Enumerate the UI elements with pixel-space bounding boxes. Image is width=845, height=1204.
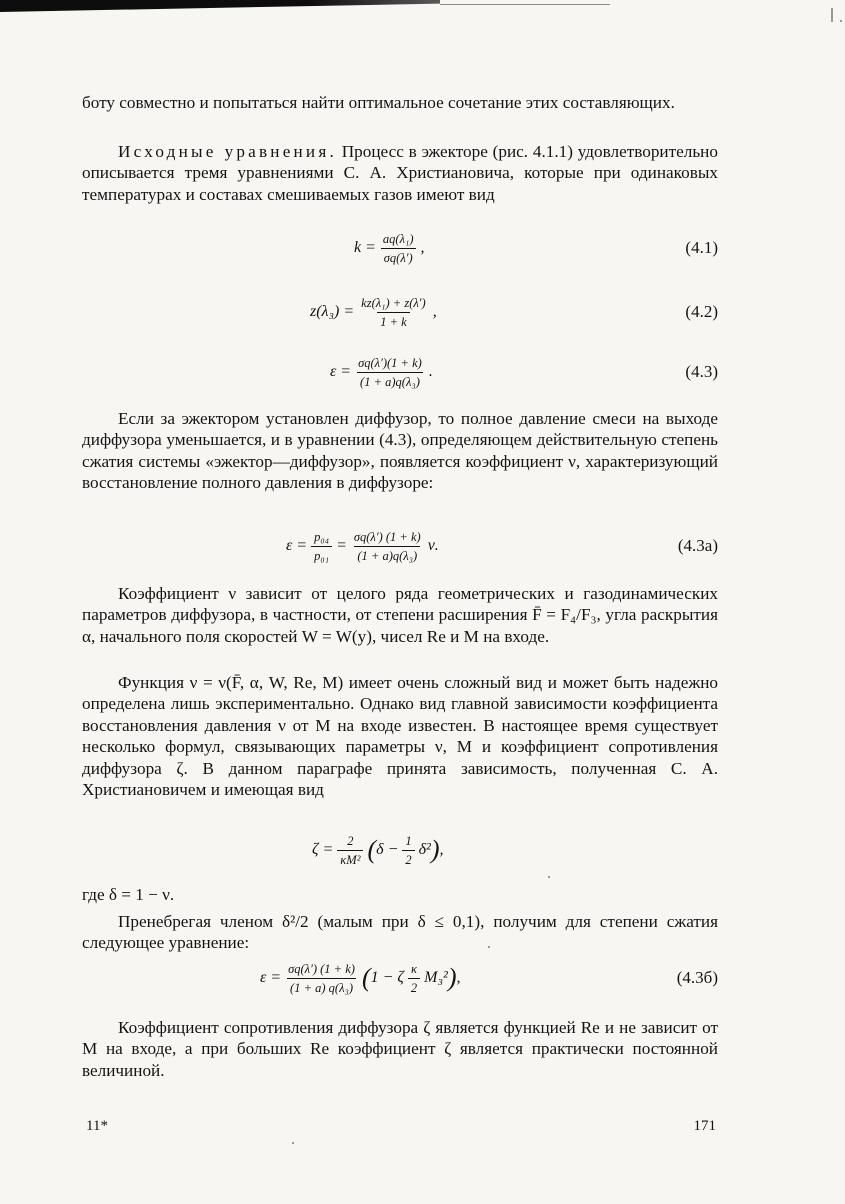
- paragraph-function-nu: Функция ν = ν(F̄, α, W, Re, M) имеет очень сложный вид и может быть надежно определена лишь экспериментально. Однако вид главной зависимости коэффициента восстановления давления ν от M на входе известен. В настоящее время существует несколько формул, связывающих параметры ν, M и коэффициент сопротивления диффузора ζ. В данном параграфе принята зависимость, полученная С. А. Христиановичем и имеющая вид: [82, 673, 718, 800]
- eq-denominator: κM²: [337, 850, 363, 867]
- equation-4-2: [82, 290, 718, 334]
- eq-lhs: k =: [354, 239, 376, 256]
- eq-numerator: aq(λ₁): [382, 231, 414, 246]
- eq-denominator: (1 + a) q(λ₃): [287, 978, 356, 995]
- eq-lhs: ζ =: [312, 841, 334, 858]
- signature-mark: 11*: [86, 1118, 108, 1134]
- equation-number: (4.3а): [677, 536, 718, 555]
- eq-kappa-fraction: [408, 962, 420, 995]
- scan-speck: [292, 1142, 294, 1144]
- eq-denominator: σq(λ′): [381, 248, 416, 265]
- eq-tail: ,: [432, 303, 437, 320]
- page-number: 171: [693, 1118, 716, 1134]
- eq-paren-open: (: [367, 835, 377, 864]
- eq-inner-term: 1 − ζ: [370, 969, 404, 986]
- eq-inner-term: δ −: [376, 841, 399, 858]
- eq-numerator: κ: [411, 961, 418, 976]
- eq-paren-open: (: [361, 963, 371, 992]
- scan-edge-bar: [0, 0, 440, 12]
- eq-tail: ,: [439, 841, 444, 858]
- eq-inner-term: M₃²: [424, 969, 448, 986]
- eq-numerator: 1: [405, 833, 412, 848]
- equation-number: (4.3б): [676, 968, 718, 987]
- eq-tail: .: [428, 363, 433, 380]
- eq-lhs: ε =: [260, 969, 282, 986]
- equation-number: (4.1): [685, 238, 718, 257]
- equation-number: (4.3): [685, 362, 718, 381]
- paragraph-resistance-coefficient: Коэффициент сопротивления диффузора ζ является функцией Re и не зависит от M на входе, а при больших Re коэффициент ζ является практически постоянной величиной.: [82, 1018, 718, 1080]
- eq-numerator: p₀₄: [314, 529, 330, 544]
- eq-denominator: (1 + a)q(λ₃): [354, 546, 420, 563]
- paragraph-diffuser: Если за эжектором установлен диффузор, то полное давление смеси на выходе диффузора уменьшается, и в уравнении (4.3), определяющем действительную степень сжатия системы «эжектор—диффузор», появляется коэффициент ν, характеризующий восстановление полного давления в диффузоре:: [82, 409, 718, 493]
- eq-fraction: [285, 962, 358, 995]
- eq-numerator: 2: [347, 833, 354, 848]
- equation-4-3a: [82, 524, 718, 568]
- eq-paren-close: ): [447, 963, 457, 992]
- equation-number: (4.2): [685, 302, 718, 321]
- eq-numerator: σq(λ′) (1 + k): [288, 961, 355, 976]
- eq-tail: ,: [456, 969, 461, 986]
- eq-half-fraction: [402, 834, 414, 867]
- eq-fraction: [358, 296, 429, 329]
- equation-4-3: [82, 350, 718, 394]
- scan-mark: [831, 8, 833, 22]
- eq-denominator: p₀₁: [311, 546, 332, 563]
- equation-4-3b: [82, 956, 718, 1000]
- eq-fraction: [380, 232, 417, 265]
- eq-fraction: [355, 356, 425, 389]
- eq-fraction: [351, 530, 424, 563]
- equation-zeta: [82, 828, 718, 872]
- eq-denominator: 2: [402, 850, 414, 867]
- eq-denominator: (1 + a)q(λ₃): [357, 372, 423, 389]
- eq-tail: ,: [420, 239, 425, 256]
- paragraph-continuation: боту совместно и попытаться найти оптимальное сочетание этих составляющих.: [82, 93, 675, 112]
- eq-fraction: [337, 834, 363, 867]
- equation-4-1: [82, 226, 718, 270]
- eq-lhs: z(λ₃) =: [310, 303, 355, 320]
- eq-equals: =: [336, 537, 347, 554]
- page-footer: [86, 1118, 716, 1135]
- paragraph-neglecting: Пренебрегая членом δ²/2 (малым при δ ≤ 0,1), получим для степени сжатия следующее уравнение:: [82, 912, 718, 953]
- eq-paren-close: ): [430, 835, 440, 864]
- eq-tail: ν.: [427, 537, 439, 554]
- scan-speck: [488, 946, 490, 948]
- section-heading: Исходные уравнения.: [118, 142, 337, 161]
- eq-fraction-pressure: [311, 530, 332, 563]
- eq-inner-term: δ²: [418, 841, 431, 858]
- scan-speck: [840, 20, 842, 22]
- paragraph-initial-equations-text: Процесс в эжекторе (рис. 4.1.1) удовлетворительно описывается тремя уравнениями С. А. Христиановича, которые при одинаковых температурах и составах смешиваемых газов имеют вид: [82, 142, 718, 204]
- paragraph-coefficient-nu: Коэффициент ν зависит от целого ряда геометрических и газодинамических параметров диффузора, в частности, от степени расширения F̄ = F₄/F₃, угла раскрытия α, начального поля скоростей W = W(y), чисел Re и M на входе.: [82, 584, 718, 646]
- paragraph-initial-equations: [82, 141, 718, 205]
- eq-lhs: ε =: [286, 537, 308, 554]
- eq-numerator: kz(λ₁) + z(λ′): [361, 295, 426, 310]
- scan-speck: [548, 876, 550, 878]
- eq-lhs: ε =: [330, 363, 352, 380]
- eq-denominator: 1 + k: [377, 312, 409, 329]
- paragraph-delta-definition: где δ = 1 − ν.: [82, 885, 175, 904]
- scan-edge-line: [440, 4, 610, 5]
- eq-numerator: σq(λ′)(1 + k): [358, 355, 422, 370]
- eq-denominator: 2: [408, 978, 420, 995]
- eq-numerator: σq(λ′) (1 + k): [353, 529, 421, 544]
